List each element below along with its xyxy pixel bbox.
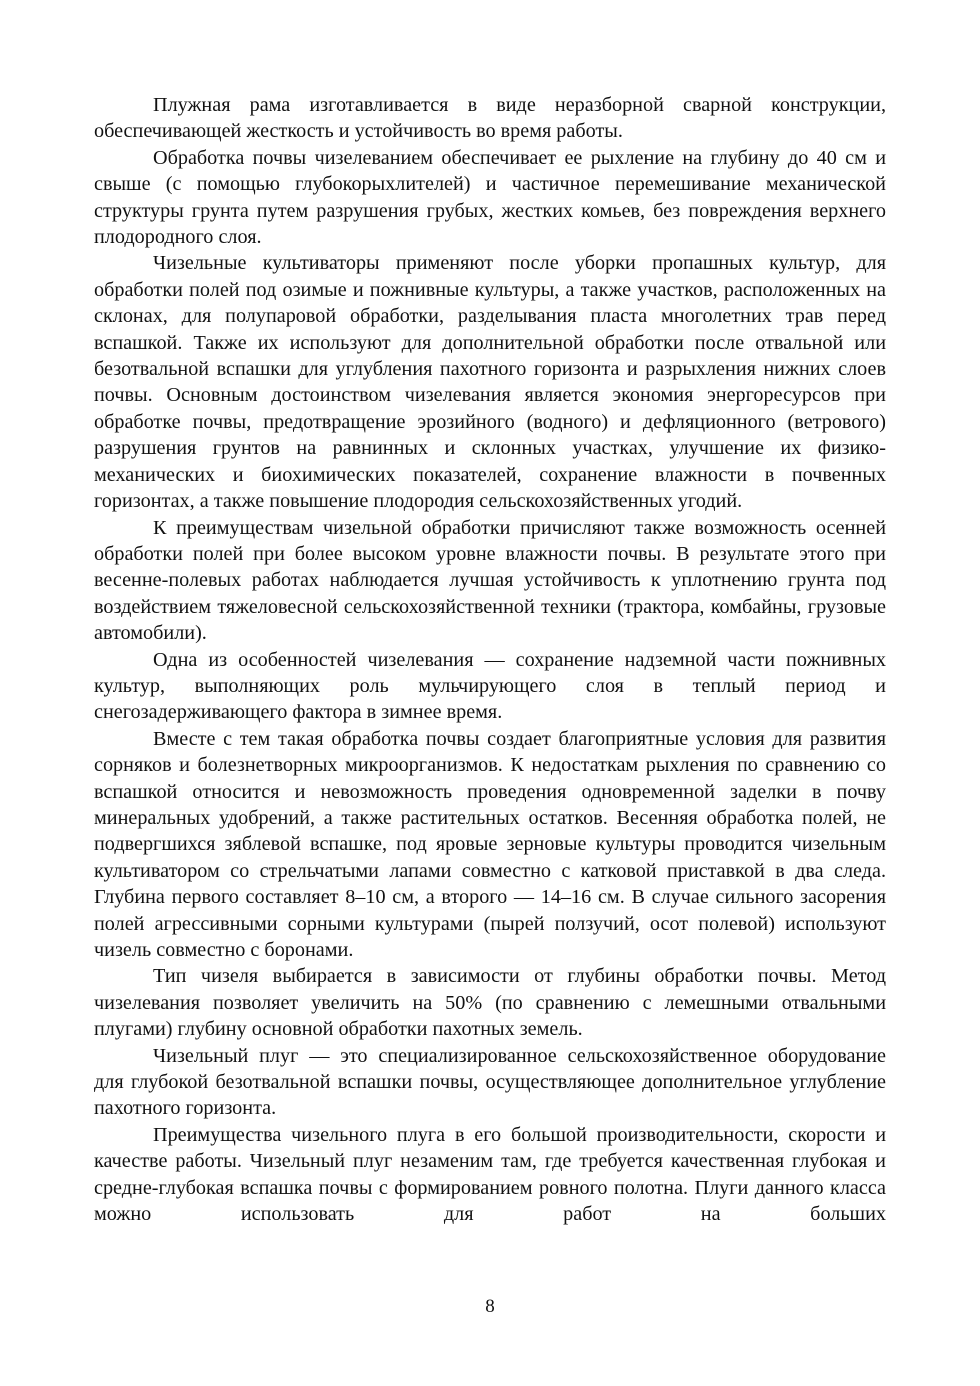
- paragraph-5: Одна из особенностей чизелевания — сохранение надземной части пожнивных культур, выполняющих роль мульчирующего слоя в теплый период и снегозадерживающего фактора в зимнее время.: [94, 648, 886, 724]
- document-page: [94, 92, 886, 1227]
- paragraph-2: Обработка почвы чизелеванием обеспечивает ее рыхление на глубину до 40 см и свыше (с помощью глубокорыхлителей) и частичное перемешивание механической структуры грунта путем разрушения грубых, жестких комьев, без повреждения верхнего плодородного слоя.: [94, 146, 886, 249]
- paragraph-1: Плужная рама изготавливается в виде неразборной сварной конструкции, обеспечивающей жесткость и устойчивость во время работы.: [94, 94, 886, 143]
- paragraph-3: Чизельные культиваторы применяют после уборки пропашных культур, для обработки полей под озимые и пожнивные культуры, а также участков, расположенных на склонах, для полупаровой обработки, разделывания пласта многолетних трав перед вспашкой. Также их используют для дополнительной обработки после отвальной или безотвальной вспашки для углубления пахотного горизонта и разрыхления нижних слоев почвы. Основным достоинством чизелевания является экономия энергоресурсов при обработке почвы, предотвращение эрозийного (водного) и дефляционного (ветрового) разрушения грунтов на равнинных и склонных участках, улучшение их физико-механических и биохимических показателей, сохранение влажности в почвенных горизонтах, а также повышение плодородия сельскохозяйственных угодий.: [94, 252, 886, 513]
- paragraph-6: Вместе с тем такая обработка почвы создает благоприятные условия для развития сорняков и болезнетворных микроорганизмов. К недостаткам рыхления по сравнению со вспашкой относится и невозможность проведения одновременной заделки в почву минеральных удобрений, а также растительных остатков. Весенняя обработка полей, не подвергшихся зяблевой вспашке, под яровые зерновые культуры проводится чизельным культиватором со стрельчатыми лапами совместно с катковой приставкой в два следа. Глубина первого составляет 8–10 см, а второго — 14–16 см. В случае сильного засорения полей агрессивными сорными культурами (пырей ползучий, осот полевой) используют чизель совместно с боронами.: [94, 727, 886, 961]
- paragraph-4: К преимуществам чизельной обработки причисляют также возможность осенней обработки полей при более высоком уровне влажности почвы. В результате этого при весенне-полевых работах наблюдается лучшая устойчивость к уплотнению грунта под воздействием тяжеловесной сельскохозяйственной техники (трактора, комбайны, грузовые автомобили).: [94, 516, 886, 645]
- paragraph-8: Чизельный плуг — это специализированное сельскохозяйственное оборудование для глубокой безотвальной вспашки почвы, осуществляющее дополнительное углубление пахотного горизонта.: [94, 1044, 886, 1120]
- paragraph-7: Тип чизеля выбирается в зависимости от глубины обработки почвы. Метод чизелевания позволяет увеличить на 50% (по сравнению с лемешными отвальными плугами) глубину основной обработки пахотных земель.: [94, 965, 886, 1041]
- paragraph-9: Преимущества чизельного плуга в его большой производительности, скорости и качестве работы. Чизельный плуг незаменим там, где требуется качественная глубокая и средне-глубокая вспашка почвы с формированием ровного полотна. Плуги данного класса можно использовать для работ на больших: [94, 1123, 886, 1226]
- page-number: 8: [485, 1296, 495, 1317]
